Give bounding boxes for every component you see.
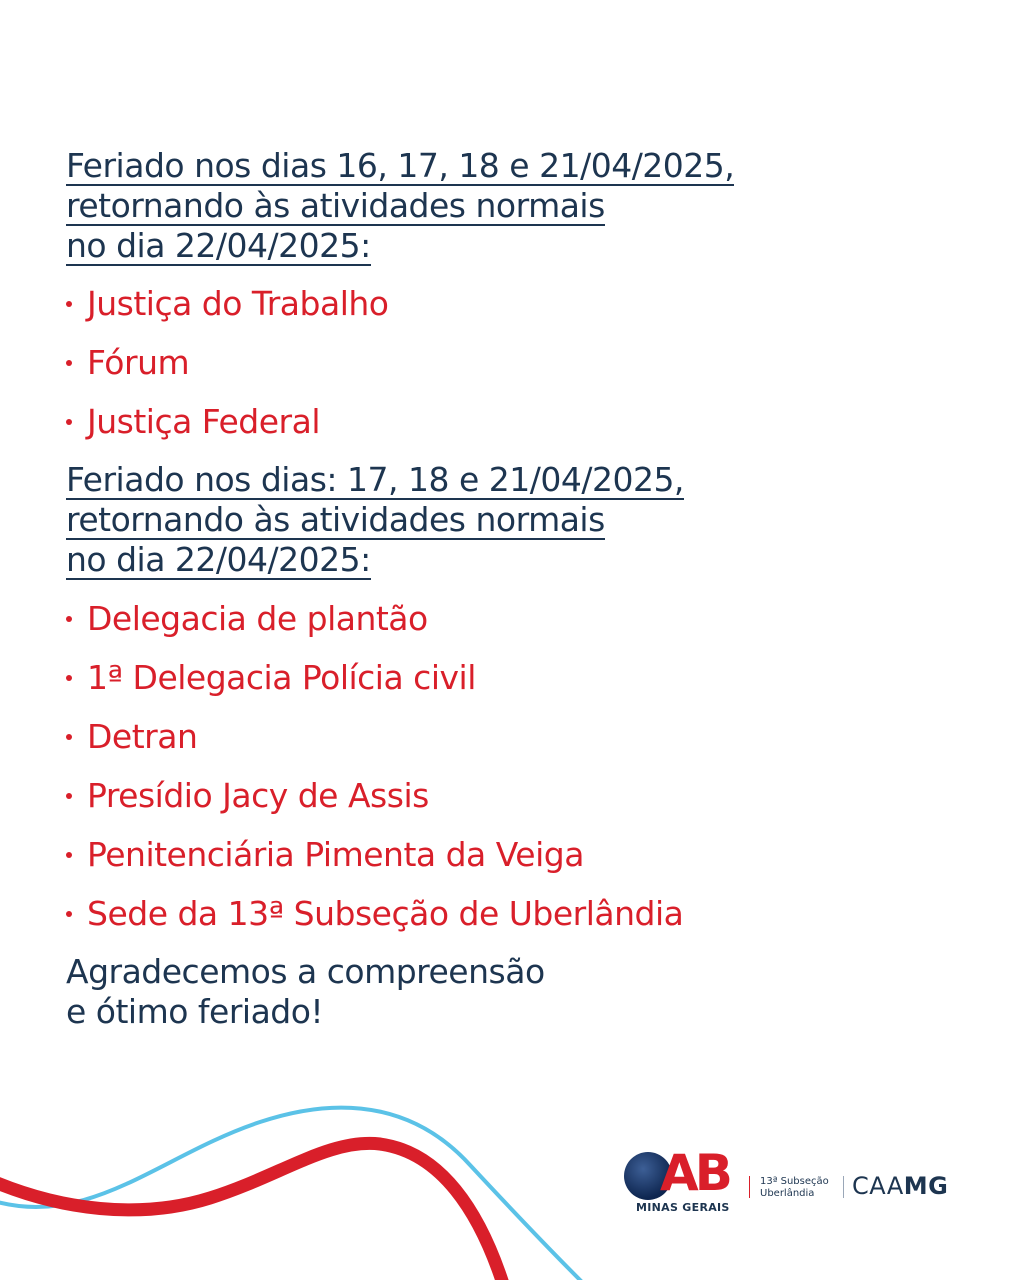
list-item-label: Sede da 13ª Subseção de Uberlândia [87,894,684,933]
closing-message [66,952,545,1032]
list-item [66,766,683,825]
caamg-logo [852,1172,948,1200]
bullet-icon [66,734,72,740]
section-1-list [66,274,388,451]
caamg-prefix: CAA [852,1172,904,1200]
bullet-icon [66,675,72,681]
oab-logo-letters: AB [660,1144,729,1202]
list-item-label: Justiça do Trabalho [87,284,389,323]
closing-line: e ótimo feriado! [66,992,324,1031]
oab-logo [622,1144,742,1216]
list-item-label: 1ª Delegacia Polícia civil [87,658,476,697]
bullet-icon [66,301,72,307]
heading-line: no dia 22/04/2025: [66,540,371,579]
list-item [66,648,683,707]
bullet-icon [66,793,72,799]
list-item-label: Penitenciária Pimenta da Veiga [87,835,584,874]
list-item [66,333,388,392]
heading-line: no dia 22/04/2025: [66,226,371,265]
section-2-list [66,589,683,943]
heading-line: Feriado nos dias 16, 17, 18 e 21/04/2025, [66,146,735,185]
heading-line: retornando às atividades normais [66,500,605,539]
list-item [66,392,388,451]
decorative-waves [0,1080,620,1280]
caamg-suffix: MG [903,1172,949,1200]
bullet-icon [66,911,72,917]
bullet-icon [66,360,72,366]
list-item-label: Justiça Federal [87,402,320,441]
list-item [66,589,683,648]
list-item [66,707,683,766]
subsecao-label [760,1176,829,1200]
list-item-label: Presídio Jacy de Assis [87,776,429,815]
subsecao-line: Uberlândia [760,1188,815,1199]
heading-line: retornando às atividades normais [66,186,605,225]
closing-line: Agradecemos a compreensão [66,952,545,991]
bullet-icon [66,616,72,622]
section-1-heading [66,146,734,266]
list-item-label: Fórum [87,343,190,382]
red-wave [0,1143,505,1280]
section-2-heading [66,460,684,580]
divider [749,1176,750,1198]
list-item [66,884,683,943]
list-item [66,274,388,333]
divider [843,1176,844,1198]
subsecao-line: 13ª Subseção [760,1176,829,1187]
heading-line: Feriado nos dias: 17, 18 e 21/04/2025, [66,460,684,499]
list-item-label: Delegacia de plantão [87,599,428,638]
list-item [66,825,683,884]
list-item-label: Detran [87,717,198,756]
bullet-icon [66,852,72,858]
bullet-icon [66,419,72,425]
oab-region-label: MINAS GERAIS [636,1201,730,1214]
